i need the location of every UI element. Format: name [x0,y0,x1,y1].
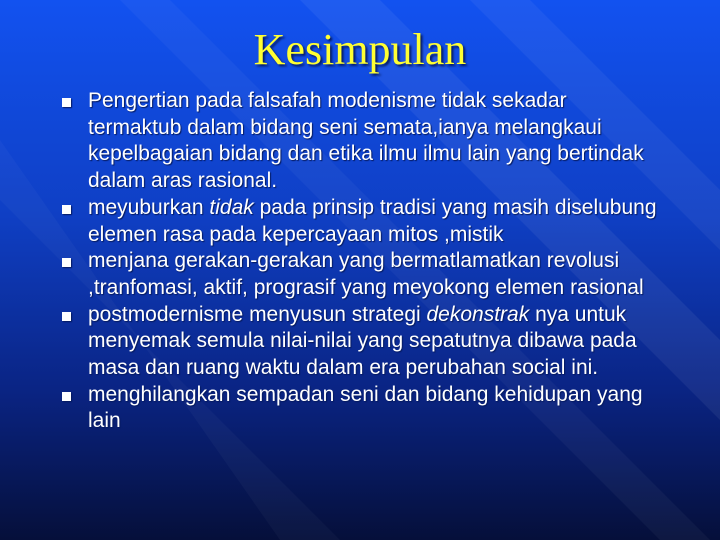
bullet-text: menjana gerakan-gerakan yang bermatlamatkan revolusi ,tranfomasi, aktif, prograsif yang meyokong elemen rasional [88,249,644,299]
square-bullet-icon [62,312,71,321]
bullet-item [62,382,662,435]
bullet-item [62,248,662,301]
square-bullet-icon [62,205,71,214]
square-bullet-icon [62,258,71,267]
bullet-text: pada prinsip tradisi yang masih diselubung elemen rasa pada kepercayaan mitos ,mistik [88,195,657,246]
bullet-text-italic: tidak [209,195,254,219]
bullet-text: menghilangkan sempadan seni dan bidang kehidupan yang lain [88,382,643,433]
slide-title: Kesimpulan [253,25,467,74]
bullet-item [62,302,662,382]
square-bullet-icon [62,392,71,401]
bullet-text: postmodernisme menyusun strategi [88,302,427,326]
bullet-text: nya untuk menyemak semula nilai-nilai yang sepatutnya dibawa pada masa dan ruang waktu dalam era perubahan social ini. [88,302,637,380]
bullet-text-italic: dekonstrak [426,302,530,326]
bullet-item [62,88,662,195]
bullet-item [62,195,662,248]
bullet-text: meyuburkan [88,195,210,219]
bullet-text: Pengertian pada falsafah modenisme tidak sekadar termaktub dalam bidang seni semata,ianya melangkaui kepelbagaian bidang dan etika ilmu ilmu lain yang bertindak dalam aras rasional. [88,89,644,193]
bullet-list [62,88,662,435]
square-bullet-icon [62,98,71,107]
